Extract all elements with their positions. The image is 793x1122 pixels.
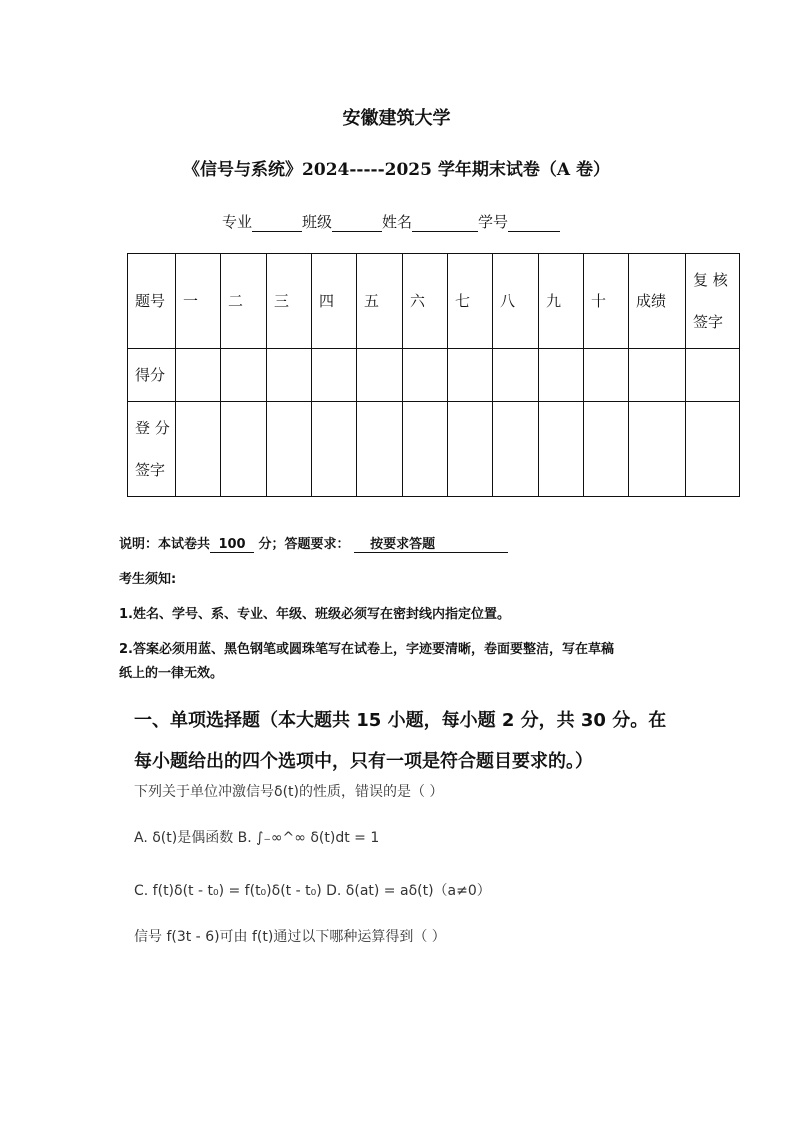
answer-requirement: 按要求答题 (354, 533, 508, 553)
signer-cell[interactable] (629, 402, 686, 497)
major-field[interactable] (252, 213, 302, 232)
signer-cell[interactable] (584, 402, 629, 497)
major-label: 专业 (222, 213, 253, 231)
notice-item-2-line1: 2.答案必须用蓝、黑色钢笔或圆珠笔写在试卷上，字迹要清晰，卷面要整洁，写在草稿 (119, 642, 614, 657)
table-signer-row (128, 402, 740, 497)
table-header-cell: 三 (267, 254, 312, 349)
table-header-cell: 四 (312, 254, 357, 349)
score-cell[interactable] (686, 349, 740, 402)
signer-cell[interactable] (176, 402, 221, 497)
class-field[interactable] (332, 213, 382, 232)
question-1-stem: 下列关于单位冲激信号δ(t)的性质，错误的是（ ） (134, 784, 444, 800)
exam-title: 《信号与系统》2024-----2025 学年期末试卷（A 卷） (183, 160, 610, 180)
class-label: 班级 (302, 213, 333, 231)
description-prefix: 说明：本试卷共 (119, 537, 211, 552)
score-cell[interactable] (176, 349, 221, 402)
question-2-stem: 信号 f(3t - 6)可由 f(t)通过以下哪种运算得到（ ） (134, 929, 446, 945)
review-label-line1: 复 核 (693, 271, 728, 289)
notice-item-2-line2: 纸上的一律无效。 (119, 666, 224, 681)
signer-cell[interactable] (448, 402, 493, 497)
student-id-field[interactable] (508, 213, 560, 232)
total-score: 100 (210, 537, 254, 553)
score-cell[interactable] (357, 349, 403, 402)
description-mid: 分；答题要求： (258, 537, 350, 552)
score-cell[interactable] (312, 349, 357, 402)
signer-cell[interactable] (403, 402, 448, 497)
student-id-label: 学号 (478, 213, 509, 231)
score-cell[interactable] (629, 349, 686, 402)
table-header-cell: 二 (221, 254, 267, 349)
table-header-cell: 一 (176, 254, 221, 349)
name-field[interactable] (412, 213, 478, 232)
signer-label-line1: 登 分 (135, 419, 170, 437)
review-label-line2: 签字 (693, 313, 724, 331)
signer-cell[interactable] (539, 402, 584, 497)
signer-cell[interactable] (267, 402, 312, 497)
signer-cell[interactable] (357, 402, 403, 497)
score-cell[interactable] (584, 349, 629, 402)
question-1-options-cd: C. f(t)δ(t - t₀) = f(t₀)δ(t - t₀) D. δ(at) = aδ(t)（a≠0） (134, 883, 491, 899)
score-cell[interactable] (221, 349, 267, 402)
table-header-row (128, 254, 740, 349)
review-signature-header (686, 254, 740, 349)
signer-label-line2: 签字 (135, 461, 166, 479)
signer-row-label (128, 402, 176, 497)
notice-item-1: 1.姓名、学号、系、专业、年级、班级必须写在密封线内指定位置。 (119, 607, 510, 622)
signer-cell[interactable] (493, 402, 539, 497)
score-cell[interactable] (267, 349, 312, 402)
table-header-cell: 七 (448, 254, 493, 349)
table-score-row (128, 349, 740, 402)
exam-description (119, 533, 508, 553)
table-header-cell: 成绩 (629, 254, 686, 349)
school-name: 安徽建筑大学 (342, 108, 451, 129)
score-cell[interactable] (448, 349, 493, 402)
section-heading-line2: 每小题给出的四个选项中，只有一项是符合题目要求的。） (134, 751, 593, 772)
signer-cell[interactable] (221, 402, 267, 497)
table-header-cell: 九 (539, 254, 584, 349)
student-info-line (222, 211, 560, 232)
signer-cell[interactable] (686, 402, 740, 497)
table-header-cell: 题号 (128, 254, 176, 349)
section-heading-line1: 一、单项选择题（本大题共 15 小题，每小题 2 分，共 30 分。在 (134, 710, 667, 731)
table-header-cell: 八 (493, 254, 539, 349)
score-table (127, 253, 740, 497)
score-cell[interactable] (493, 349, 539, 402)
table-header-cell: 六 (403, 254, 448, 349)
score-cell[interactable] (539, 349, 584, 402)
notice-title: 考生须知: (119, 572, 177, 587)
signer-cell[interactable] (312, 402, 357, 497)
score-row-label: 得分 (128, 349, 176, 402)
table-header-cell: 五 (357, 254, 403, 349)
question-1-options-ab: A. δ(t)是偶函数 B. ∫₋∞^∞ δ(t)dt = 1 (134, 830, 380, 846)
table-header-cell: 十 (584, 254, 629, 349)
score-cell[interactable] (403, 349, 448, 402)
name-label: 姓名 (382, 213, 413, 231)
